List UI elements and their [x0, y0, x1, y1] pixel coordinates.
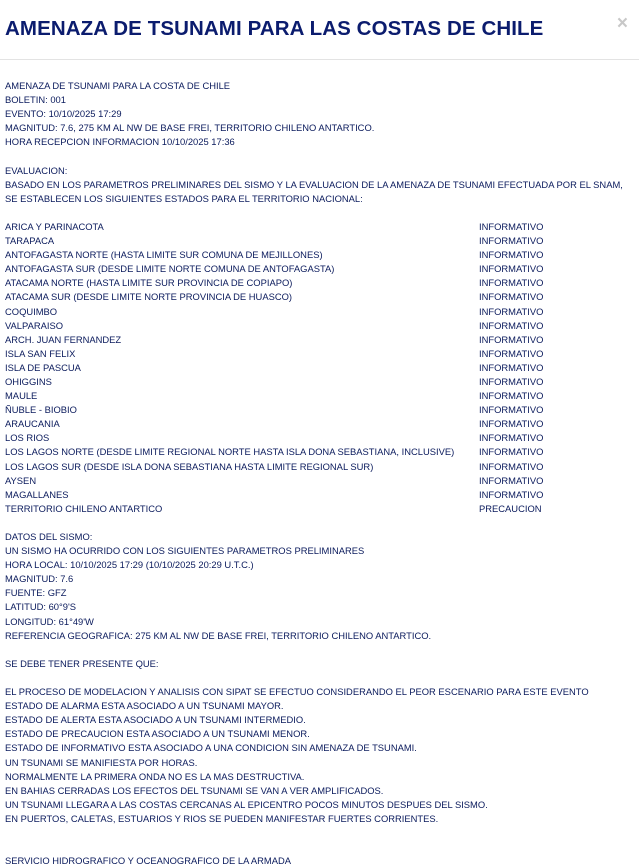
notice-line: ESTADO DE INFORMATIVO ESTA ASOCIADO A UNA CONDICION SIN AMENAZA DE TSUNAMI.	[5, 742, 417, 754]
zone-status: INFORMATIVO	[479, 319, 544, 331]
zone-name: ÑUBLE - BIOBIO	[5, 404, 77, 416]
table-row	[5, 290, 635, 304]
intro-line: MAGNITUD: 7.6, 275 KM AL NW DE BASE FREI, TERRITORIO CHILENO ANTARTICO.	[5, 122, 375, 134]
table-row	[5, 445, 635, 459]
zone-name: OHIGGINS	[5, 375, 52, 387]
close-icon[interactable]: ×	[616, 13, 628, 34]
table-row	[5, 431, 635, 445]
notice-line: UN TSUNAMI SE MANIFIESTA POR HORAS.	[5, 756, 198, 768]
notice-line: ESTADO DE ALARMA ESTA ASOCIADO A UN TSUNAMI MAYOR.	[5, 700, 284, 712]
quake-line: DATOS DEL SISMO:	[5, 531, 93, 542]
intro-line: HORA RECEPCION INFORMACION 10/10/2025 17:36	[5, 136, 235, 148]
zone-name: VALPARAISO	[5, 319, 64, 331]
table-row	[5, 276, 635, 290]
zone-name: ARCH. JUAN FERNANDEZ	[5, 333, 122, 345]
table-row	[5, 474, 635, 488]
quake-data	[5, 530, 635, 643]
notice-line: ESTADO DE PRECAUCION ESTA ASOCIADO A UN TSUNAMI MENOR.	[5, 728, 310, 740]
zone-status: INFORMATIVO	[479, 460, 544, 472]
zone-name: ISLA DE PASCUA	[5, 361, 81, 373]
table-row	[5, 234, 635, 248]
table-row	[5, 333, 635, 347]
quake-line: FUENTE: GFZ	[5, 587, 67, 599]
quake-line: REFERENCIA GEOGRAFICA: 275 KM AL NW DE BASE FREI, TERRITORIO CHILENO ANTARTICO.	[5, 629, 432, 641]
table-row	[5, 248, 635, 262]
zone-status: INFORMATIVO	[479, 432, 544, 444]
table-row	[5, 502, 635, 516]
zone-status: INFORMATIVO	[479, 474, 544, 486]
zone-status: INFORMATIVO	[479, 347, 544, 359]
zone-name: MAULE	[5, 390, 38, 402]
zone-status: INFORMATIVO	[479, 263, 544, 275]
zone-name: TERRITORIO CHILENO ANTARTICO	[5, 502, 163, 514]
notice-line: EN PUERTOS, CALETAS, ESTUARIOS Y RIOS SE PUEDEN MANIFESTAR FUERTES CORRIENTES.	[5, 812, 439, 824]
zone-name: LOS LAGOS SUR (DESDE ISLA DONA SEBASTIANA HASTA LIMITE REGIONAL SUR)	[5, 460, 374, 472]
table-row	[5, 417, 635, 431]
zone-status: INFORMATIVO	[479, 404, 544, 416]
quake-line: LATITUD: 60°9'S	[5, 601, 77, 613]
zone-name: ANTOFAGASTA NORTE (HASTA LIMITE SUR COMUNA DE MEJILLONES)	[5, 249, 323, 261]
table-row	[5, 347, 635, 361]
modal-header	[0, 0, 639, 60]
zone-name: ARAUCANIA	[5, 418, 60, 430]
intro-line: BOLETIN: 001	[5, 94, 66, 106]
zone-name: ARICA Y PARINACOTA	[5, 220, 104, 232]
notice-list	[5, 685, 635, 826]
table-row	[5, 375, 635, 389]
notice-line: NORMALMENTE LA PRIMERA ONDA NO ES LA MAS DESTRUCTIVA.	[5, 770, 305, 782]
table-row	[5, 460, 635, 474]
quake-line: MAGNITUD: 7.6	[5, 573, 74, 585]
intro-line: EVENTO: 10/10/2025 17:29	[5, 108, 122, 120]
zone-name: AYSEN	[5, 474, 37, 486]
zone-name: LOS RIOS	[5, 432, 50, 444]
zone-status: PRECAUCION	[479, 502, 542, 514]
zone-name: ATACAMA SUR (DESDE LIMITE NORTE PROVINCIA DE HUASCO)	[5, 291, 293, 303]
zone-status: INFORMATIVO	[479, 305, 544, 317]
table-row	[5, 319, 635, 333]
zone-status: INFORMATIVO	[479, 249, 544, 261]
evaluation-text: BASADO EN LOS PARAMETROS PRELIMINARES DEL SISMO Y LA EVALUACION DE LA AMENAZA DE TSUNAMI EFECTUADA POR EL SNAM, SE ESTABLECEN LOS SIGUIENTES ESTADOS PARA EL TERRITORIO NACIONAL:	[5, 178, 623, 204]
zone-status: INFORMATIVO	[479, 235, 544, 247]
zone-name: ISLA SAN FELIX	[5, 347, 76, 359]
notice-line: ESTADO DE ALERTA ESTA ASOCIADO A UN TSUNAMI INTERMEDIO.	[5, 714, 306, 726]
table-row	[5, 389, 635, 403]
zone-status: INFORMATIVO	[479, 446, 544, 458]
notice-line: EN BAHIAS CERRADAS LOS EFECTOS DEL TSUNAMI SE VAN A VER AMPLIFICADOS.	[5, 784, 384, 796]
quake-line: UN SISMO HA OCURRIDO CON LOS SIGUIENTES PARAMETROS PRELIMINARES	[5, 545, 365, 557]
bulletin-intro	[5, 79, 635, 149]
table-row	[5, 403, 635, 417]
zone-status: INFORMATIVO	[479, 488, 544, 500]
footer-agency: SERVICIO HIDROGRAFICO Y OCEANOGRAFICO DE LA ARMADA	[5, 855, 291, 867]
zone-status: INFORMATIVO	[479, 361, 544, 373]
zone-name: TARAPACA	[5, 235, 55, 247]
zone-name: LOS LAGOS NORTE (DESDE LIMITE REGIONAL NORTE HASTA ISLA DONA SEBASTIANA, INCLUSIVE)	[5, 446, 455, 458]
notice-line: UN TSUNAMI LLEGARA A LAS COSTAS CERCANAS AL EPICENTRO POCOS MINUTOS DESPUES DEL SISMO.	[5, 798, 488, 810]
quake-line: HORA LOCAL: 10/10/2025 17:29 (10/10/2025 20:29 U.T.C.)	[5, 559, 254, 571]
evaluation-heading: EVALUACION:	[5, 164, 68, 176]
table-row	[5, 488, 635, 502]
zone-status: INFORMATIVO	[479, 333, 544, 345]
intro-line: AMENAZA DE TSUNAMI PARA LA COSTA DE CHILE	[5, 80, 231, 91]
table-row	[5, 220, 635, 234]
zone-name: COQUIMBO	[5, 305, 58, 317]
zone-status: INFORMATIVO	[479, 418, 544, 430]
zone-status: INFORMATIVO	[479, 277, 544, 289]
page-title: AMENAZA DE TSUNAMI PARA LAS COSTAS DE CHILE	[5, 17, 544, 40]
table-row	[5, 361, 635, 375]
zone-status: INFORMATIVO	[479, 291, 544, 303]
table-row	[5, 262, 635, 276]
zone-status: INFORMATIVO	[479, 375, 544, 387]
zone-name: ANTOFAGASTA SUR (DESDE LIMITE NORTE COMUNA DE ANTOFAGASTA)	[5, 263, 335, 275]
zone-status: INFORMATIVO	[479, 220, 544, 232]
quake-line: LONGITUD: 61°49'W	[5, 615, 94, 627]
notice-line: EL PROCESO DE MODELACION Y ANALISIS CON SIPAT SE EFECTUO CONSIDERANDO EL PEOR ESCENARIO PARA ESTE EVENTO	[5, 686, 589, 698]
bulletin-body	[5, 79, 635, 868]
zone-name: ATACAMA NORTE (HASTA LIMITE SUR PROVINCIA DE COPIAPO)	[5, 277, 293, 289]
zone-status: INFORMATIVO	[479, 390, 544, 402]
notice-heading: SE DEBE TENER PRESENTE QUE:	[5, 657, 159, 669]
zone-status-table	[5, 220, 635, 516]
zone-name: MAGALLANES	[5, 488, 69, 500]
table-row	[5, 305, 635, 319]
